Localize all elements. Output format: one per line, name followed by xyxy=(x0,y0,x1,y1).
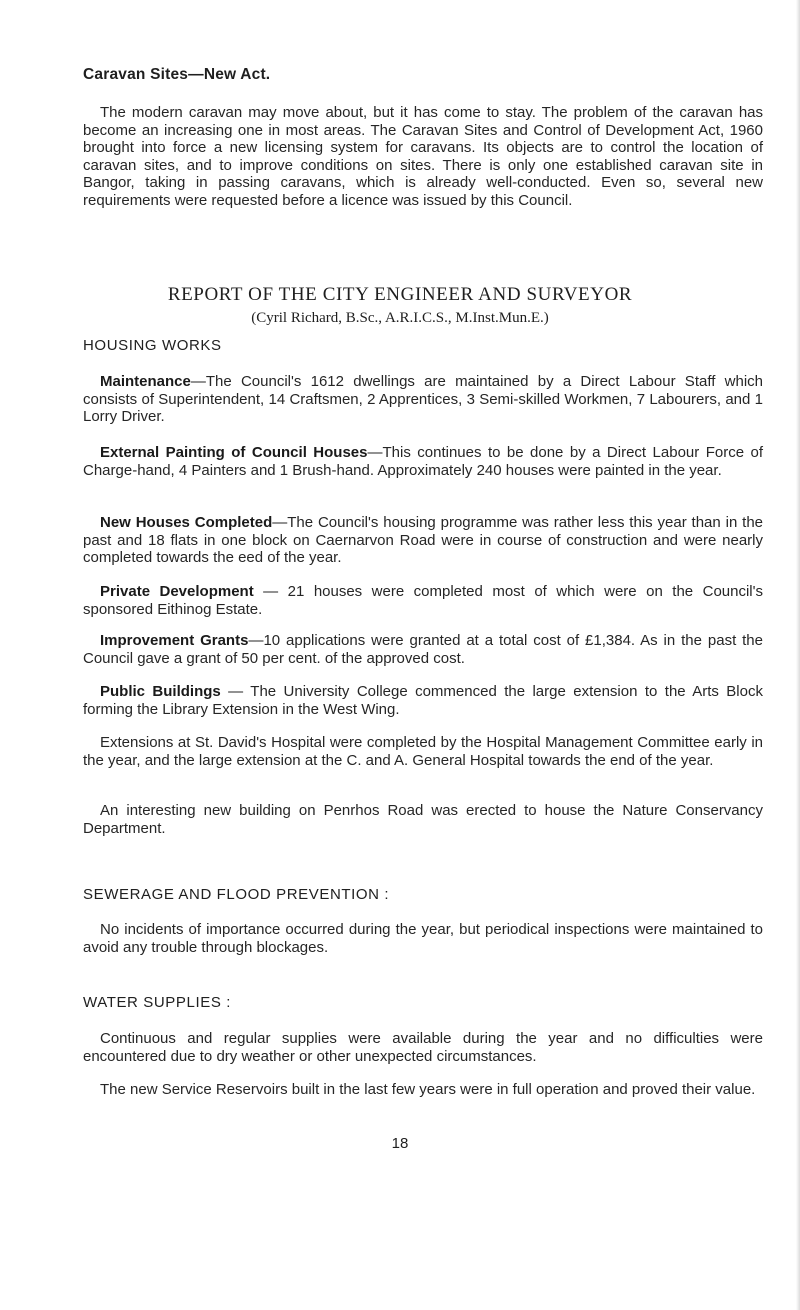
report-subtitle: (Cyril Richard, B.Sc., A.R.I.C.S., M.Inst.Mun.E.) xyxy=(251,310,549,326)
housing-item xyxy=(83,444,763,479)
water-text: The new Service Reservoirs built in the last few years were in full operation and proved their value. xyxy=(100,1081,756,1098)
item-lead: Maintenance xyxy=(100,373,191,390)
water-paragraph xyxy=(83,1030,763,1065)
caravan-paragraph xyxy=(83,104,763,209)
page-edge-shadow xyxy=(796,0,800,1310)
item-text: —10 applications were granted at a total cost of £1,384. As in the past the Council gave a grant of 50 per cent. of the approved cost. xyxy=(83,632,763,667)
item-lead: Improvement Grants xyxy=(100,632,249,649)
item-text: —The Council's housing programme was rather less this year than in the past and 18 flats in one block on Caernarvon Road were in course of construction and were nearly completed towards the eed of the year. xyxy=(83,514,763,566)
item-text: —The Council's 1612 dwellings are maintained by a Direct Labour Staff which consists of Superintendent, 14 Craftsmen, 2 Apprentices, 3 Semi-skilled Workmen, 7 Labourers, and 1 Lorry Driver. xyxy=(83,373,763,425)
housing-item xyxy=(83,734,763,769)
item-lead: External Painting of Council Houses xyxy=(100,444,368,461)
item-text: An interesting new building on Penrhos Road was erected to house the Nature Conservancy Department. xyxy=(83,802,763,837)
item-text: —This continues to be done by a Direct Labour Force of Charge-hand, 4 Painters and 1 Brush-hand. Approximately 240 houses were painted in the year. xyxy=(83,444,764,479)
item-text: — 21 houses were completed most of which were on the Council's sponsored Eithinog Estate. xyxy=(83,583,763,618)
sewerage-paragraph xyxy=(83,921,763,956)
item-lead: New Houses Completed xyxy=(100,514,273,531)
item-lead: Public Buildings xyxy=(100,683,221,700)
housing-heading: HOUSING WORKS xyxy=(83,337,222,354)
water-heading: WATER SUPPLIES : xyxy=(83,994,231,1011)
housing-item xyxy=(83,632,763,667)
housing-item xyxy=(83,514,763,567)
caravan-text: The modern caravan may move about, but it has come to stay. The problem of the caravan has become an increasing one in most areas. The Caravan Sites and Control of Development Act, 1960 brought into force a new licensing system for caravans. Its objects are to control the location of caravan sites, and to improve conditions on sites. There is only one established caravan site in Bangor, taking in passing caravans, which is already well-conducted. Even so, several new requirements were requested before a licence was issued by this Council. xyxy=(83,104,763,209)
sewerage-heading: SEWERAGE AND FLOOD PREVENTION : xyxy=(83,886,390,903)
report-title: REPORT OF THE CITY ENGINEER AND SURVEYOR xyxy=(167,284,633,305)
page-number: 18 xyxy=(391,1135,409,1152)
water-paragraph xyxy=(83,1081,763,1099)
sewerage-text: No incidents of importance occurred during the year, but periodical inspections were maintained to avoid any trouble through blockages. xyxy=(83,921,763,956)
housing-item xyxy=(83,373,763,426)
item-text: Extensions at St. David's Hospital were completed by the Hospital Management Committee early in the year, and the large extension at the C. and A. General Hospital towards the end of the year. xyxy=(83,734,763,769)
housing-item xyxy=(83,802,763,837)
item-text: — The University College commenced the large extension to the Arts Block forming the Library Extension in the West Wing. xyxy=(83,683,763,718)
water-text: Continuous and regular supplies were available during the year and no difficulties were encountered due to dry weather or other unexpected circumstances. xyxy=(83,1030,763,1065)
housing-item xyxy=(83,683,763,718)
item-lead: Private Development xyxy=(100,583,254,600)
caravan-heading: Caravan Sites—New Act. xyxy=(83,66,271,83)
housing-item xyxy=(83,583,763,618)
